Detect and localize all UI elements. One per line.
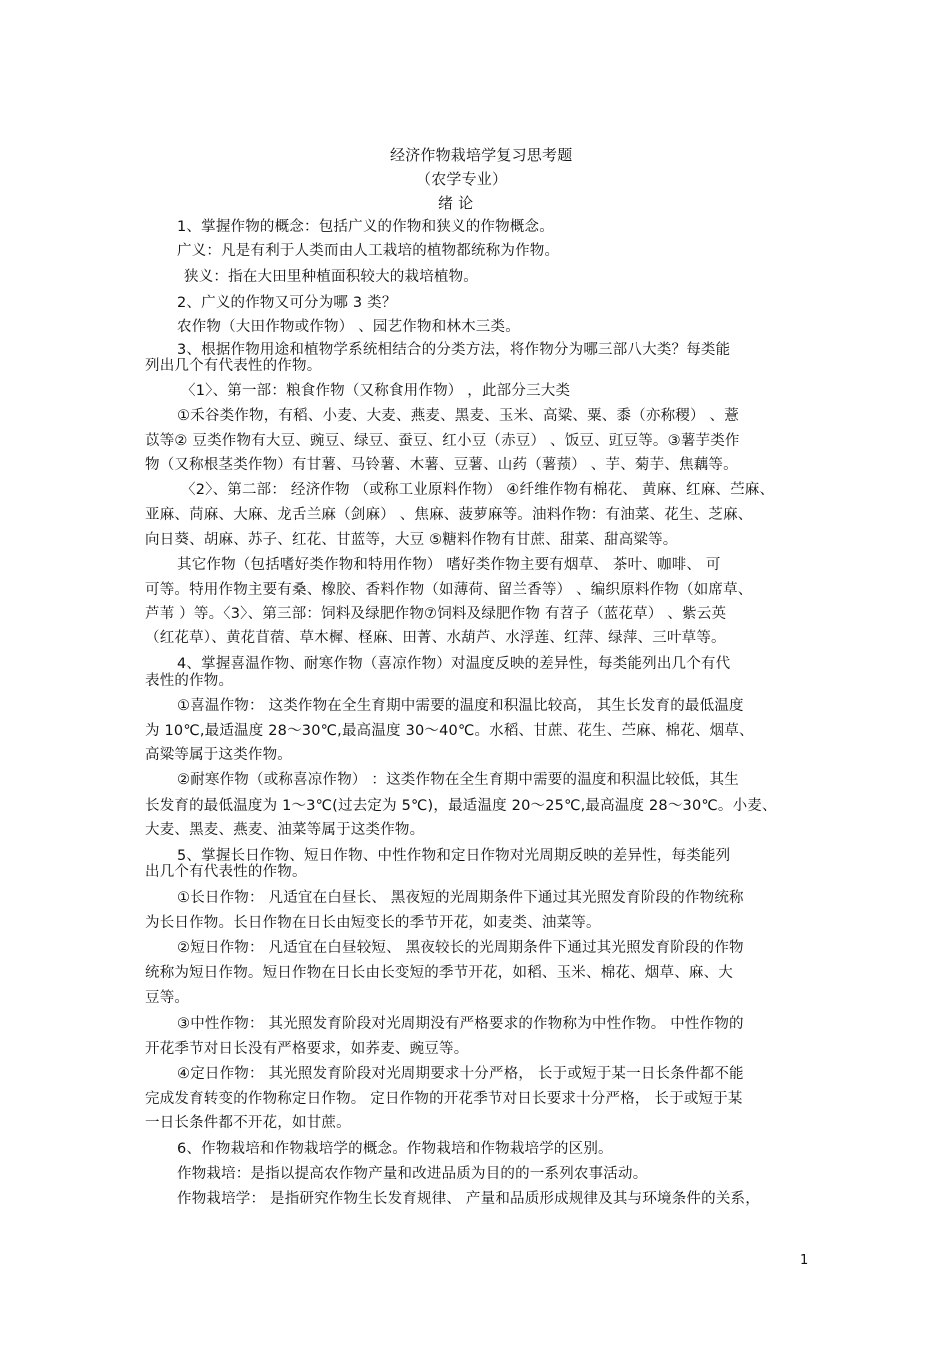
text-line: 苡等② 豆类作物有大豆、豌豆、绿豆、蚕豆、红小豆（赤豆） 、饭豆、豇豆等。③薯芋类作 (145, 433, 740, 449)
text-line: 狭义：指在大田里种植面积较大的栽培植物。 (184, 269, 478, 285)
text-line: ④定日作物： 其光照发育阶段对光周期要求十分严格， 长于或短于某一日长条件都不能 (177, 1066, 744, 1082)
text-line: 芦苇 ）等。〈3〉、第三部：饲料及绿肥作物⑦饲料及绿肥作物 有苕子（蓝花草） 、紫云英 (145, 606, 727, 622)
text-line: 开花季节对日长没有严格要求，如荞麦、豌豆等。 (145, 1041, 469, 1057)
text-line: 2、广义的作物又可分为哪 3 类？ (177, 295, 397, 311)
text-line: 列出几个有代表性的作物。 (145, 358, 322, 374)
page-number: 1 (800, 1253, 809, 1268)
text-line: 〈2〉、第二部： 经济作物 （或称工业原料作物） ④纤维作物有棉花、 黄麻、红麻、苎麻、 (181, 482, 775, 498)
text-line: 3、根据作物用途和植物学系统相结合的分类方法，将作物分为哪三部八大类？每类能 (177, 342, 731, 358)
text-line: （红花草）、黄花苜蓿、草木樨、柽麻、田菁、水葫芦、水浮莲、红萍、绿萍、三叶草等。 (145, 630, 726, 646)
text-line: 亚麻、苘麻、大麻、龙舌兰麻（剑麻） 、焦麻、菠萝麻等。油料作物：有油菜、花生、芝麻、 (145, 507, 753, 523)
text-line: 物（又称根茎类作物）有甘薯、马铃薯、木薯、豆薯、山药（薯蓣） 、芋、菊芋、焦藕等。 (145, 457, 738, 473)
section-heading: 绪 论 (438, 194, 474, 212)
text-line: 广义：凡是有利于人类而由人工栽培的植物都统称为作物。 (177, 243, 560, 259)
text-line: ①禾谷类作物，有稻、小麦、大麦、燕麦、黑麦、玉米、高粱、粟、黍（亦称稷） 、薏 (177, 408, 739, 424)
text-line: 为长日作物。长日作物在日长由短变长的季节开花，如麦类、油菜等。 (145, 915, 601, 931)
text-line: ①喜温作物： 这类作物在全生育期中需要的温度和积温比较高， 其生长发育的最低温度 (177, 698, 744, 714)
text-line: 作物栽培学： 是指研究作物生长发育规律、 产量和品质形成规律及其与环境条件的关系， (177, 1191, 760, 1207)
text-line: 6、作物栽培和作物栽培学的概念。作物栽培和作物栽培学的区别。 (177, 1141, 613, 1157)
text-line: 1、掌握作物的概念：包括广义的作物和狭义的作物概念。 (177, 219, 554, 235)
text-line: 可等。特用作物主要有桑、橡胶、香料作物（如薄荷、留兰香等） 、编织原料作物（如席草、 (145, 582, 753, 598)
text-line: 农作物（大田作物或作物） 、园艺作物和林木三类。 (177, 319, 520, 335)
text-line: 表性的作物。 (145, 673, 234, 689)
text-line: 高粱等属于这类作物。 (145, 747, 292, 763)
text-line: ②短日作物： 凡适宜在白昼较短、 黑夜较长的光周期条件下通过其光照发育阶段的作物 (177, 940, 744, 956)
text-line: 其它作物（包括嗜好类作物和特用作物） 嗜好类作物主要有烟草、 茶叶、咖啡、 可 (177, 557, 721, 573)
text-line: 出几个有代表性的作物。 (145, 864, 307, 880)
text-line: 〈1〉、第一部：粮食作物（又称食用作物） ，此部分三大类 (181, 383, 571, 399)
text-line: 5、掌握长日作物、短日作物、中性作物和定日作物对光周期反映的差异性，每类能列 (177, 848, 731, 864)
text-line: 完成发育转变的作物称定日作物。 定日作物的开花季节对日长要求十分严格， 长于或短于某 (145, 1091, 743, 1107)
text-line: ③中性作物： 其光照发育阶段对光周期没有严格要求的作物称为中性作物。 中性作物的 (177, 1016, 744, 1032)
text-line: 向日葵、胡麻、苏子、红花、甘蓝等，大豆 ⑤糖料作物有甘蔗、甜菜、甜高粱等。 (145, 532, 678, 548)
document-title: 经济作物栽培学复习思考题 (390, 146, 573, 164)
text-line: 作物栽培：是指以提高农作物产量和改进品质为目的的一系列农事活动。 (177, 1166, 648, 1182)
text-line: 4、掌握喜温作物、耐寒作物（喜凉作物）对温度反映的差异性，每类能列出几个有代 (177, 656, 731, 672)
text-line: ①长日作物： 凡适宜在白昼长、 黑夜短的光周期条件下通过其光照发育阶段的作物统称 (177, 890, 744, 906)
text-line: 豆等。 (145, 990, 190, 1006)
text-line: 长发育的最低温度为 1～3℃(过去定为 5℃)，最适温度 20～25℃,最高温度 28～30℃。小麦、 (145, 798, 777, 814)
text-line: ②耐寒作物（或称喜凉作物） ：这类作物在全生育期中需要的温度和积温比较低，其生 (177, 772, 739, 788)
text-line: 统称为短日作物。短日作物在日长由长变短的季节开花，如稻、玉米、棉花、烟草、麻、大 (145, 965, 733, 981)
text-line: 为 10℃,最适温度 28～30℃,最高温度 30～40℃。水稻、甘蔗、花生、苎麻、棉花、烟草、 (145, 723, 754, 739)
document-subtitle: （农学专业） (416, 170, 508, 188)
text-line: 大麦、黑麦、燕麦、油菜等属于这类作物。 (145, 822, 425, 838)
text-line: 一日长条件都不开花，如甘蔗。 (145, 1115, 351, 1131)
